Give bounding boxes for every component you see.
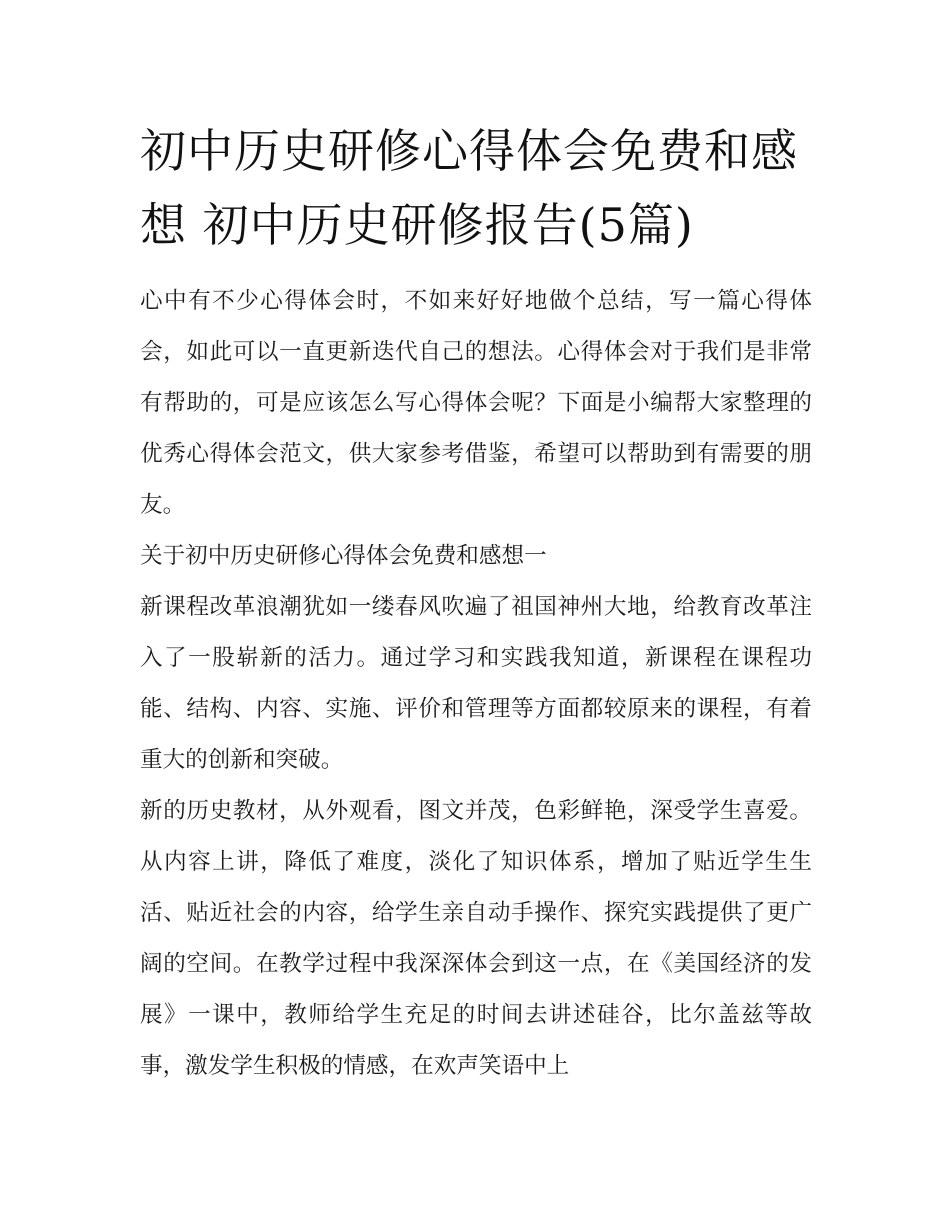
intro-paragraph: 心中有不少心得体会时，不如来好好地做个总结，写一篇心得体会，如此可以一直更新迭代自己的想法。心得体会对于我们是非常有帮助的，可是应该怎么写心得体会呢？下面是小编帮大家整理的优秀心得体会范文，供大家参考借鉴，希望可以帮助到有需要的朋友。 bbox=[140, 288, 812, 518]
section-heading: 关于初中历史研修心得体会免费和感想一 bbox=[140, 543, 547, 569]
document-title: 初中历史研修心得体会免费和感想 初中历史研修报告(5篇) bbox=[140, 124, 798, 252]
body-paragraph-1: 新课程改革浪潮犹如一缕春风吹遍了祖国神州大地，给教育改革注入了一股崭新的活力。通过学习和实践我知道，新课程在课程功能、结构、内容、实施、评价和管理等方面都较原来的课程，有着重大的创新和突破。 bbox=[140, 594, 812, 773]
body-paragraph-2: 新的历史教材，从外观看，图文并茂，色彩鲜艳，深受学生喜爱。从内容上讲，降低了难度，淡化了知识体系，增加了贴近学生生活、贴近社会的内容，给学生亲自动手操作、探究实践提供了更广阔的空间。在教学过程中我深深体会到这一点，在《美国经济的发展》一课中，教师给学生充足的时间去讲述硅谷，比尔盖兹等故事，激发学生积极的情感，在欢声笑语中上 bbox=[140, 798, 812, 1079]
document-body bbox=[140, 276, 812, 1092]
